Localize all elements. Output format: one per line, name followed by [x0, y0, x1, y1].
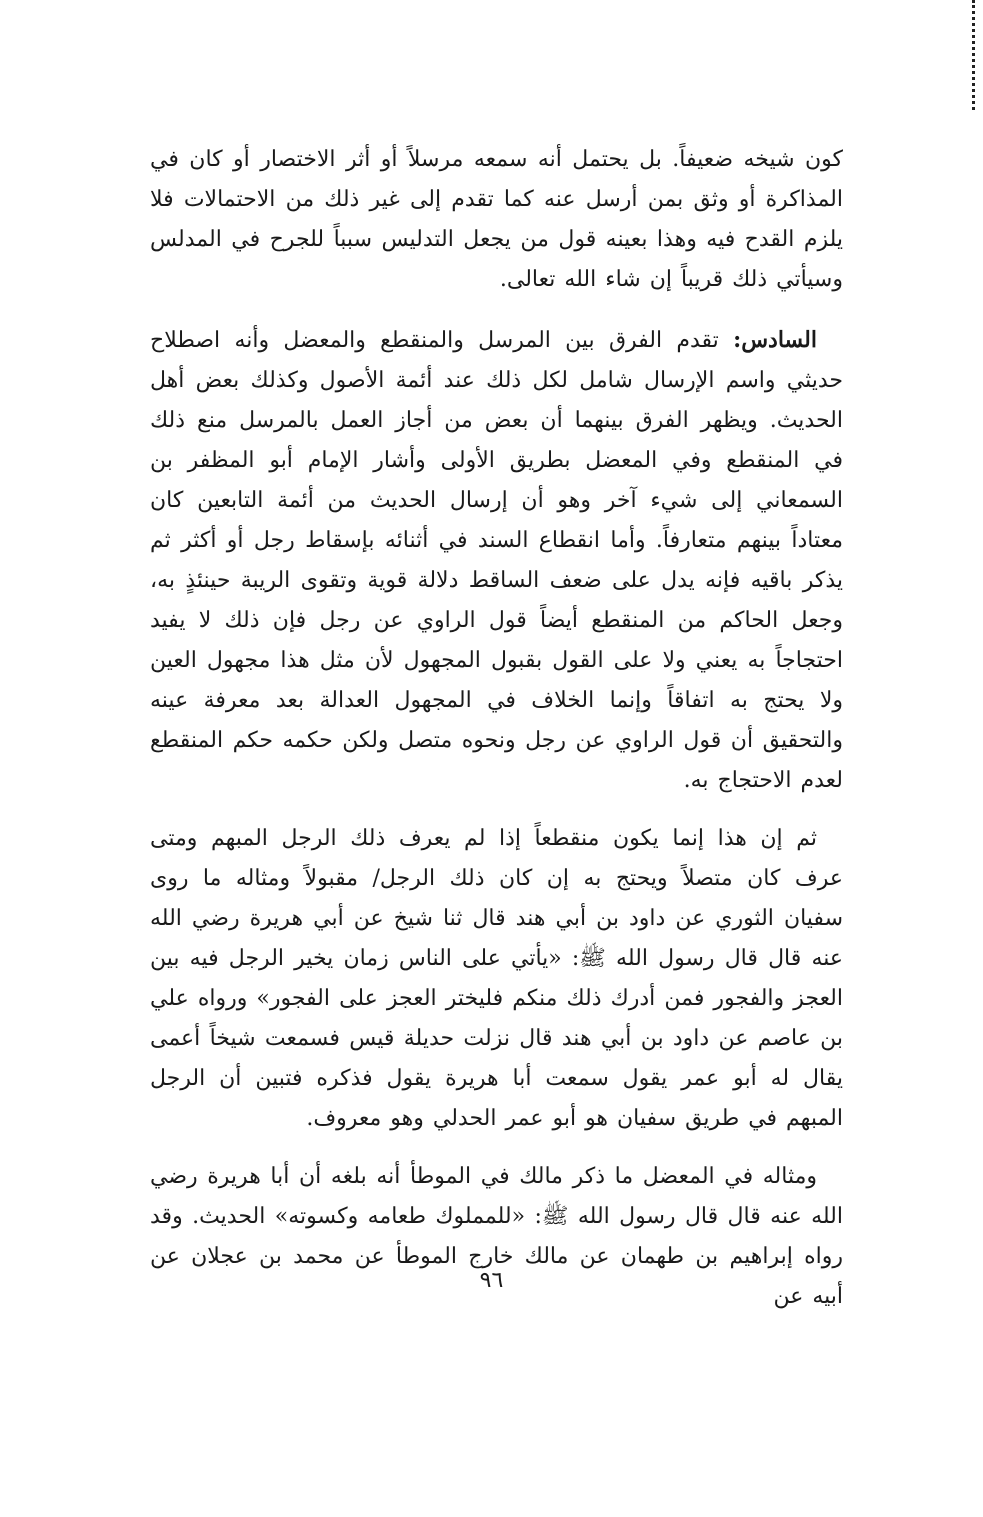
paragraph-3-text: ثم إن هذا إنما يكون منقطعاً إذا لم يعرف ذلك الرجل المبهم ومتى عرف كان متصلاً ويحتج به إن كان ذلك الرجل/ مقبولاً ومثاله ما روى سفيان الثوري عن داود بن أبي هند قال ثنا شيخ عن أبي هريرة رضي الله عنه قال قال رسول الله ﷺ: «يأتي على الناس زمان يخير الرجل فيه بين العجز والفجور فمن أدرك ذلك منكم فليختر العجز على الفجور» ورواه علي بن عاصم عن داود بن أبي هند قال نزلت حديلة قيس فسمعت شيخاً أعمى يقال له أبو عمر يقول سمعت أبا هريرة يقول فذكره فتبين أن الرجل المبهم في طريق سفيان هو أبو عمر الحدلي وهو معروف. — [150, 826, 843, 1131]
paragraph-4 — [150, 1157, 843, 1317]
paragraph-4-text: ومثاله في المعضل ما ذكر مالك في الموطأ أنه بلغه أن أبا هريرة رضي الله عنه قال قال رسول الله ﷺ: «للمملوك طعامه وكسوته» الحديث. وقد رواه إبراهيم بن طهمان عن مالك خارج الموطأ عن محمد بن عجلان عن أبيه عن — [150, 1164, 843, 1309]
paragraph-3 — [150, 819, 843, 1139]
page-number: ٩٦ — [479, 1268, 504, 1293]
paragraph-1 — [150, 140, 843, 300]
paragraph-2-lead: السادس: — [733, 327, 817, 353]
body-text — [150, 140, 843, 1317]
paragraph-2 — [150, 320, 843, 801]
scan-edge-mark — [958, 0, 975, 110]
paragraph-2-text: تقدم الفرق بين المرسل والمنقطع والمعضل وأنه اصطلاح حديثي واسم الإرسال شامل لكل ذلك عند أئمة الأصول وكذلك بعض أهل الحديث. ويظهر الفرق بينهما أن بعض من أجاز العمل بالمرسل منع ذلك في المنقطع وفي المعضل بطريق الأولى وأشار الإمام أبو المظفر بن السمعاني إلى شيء آخر وهو أن إرسال الحديث من أئمة التابعين كان معتاداً بينهم متعارفاً. وأما انقطاع السند في أثنائه بإسقاط رجل أو أكثر ثم يذكر باقيه فإنه يدل على ضعف الساقط دلالة قوية وتقوى الريبة حينئذٍ به، وجعل الحاكم من المنقطع أيضاً قول الراوي عن رجل فإن ذلك لا يفيد احتجاجاً به يعني ولا على القول بقبول المجهول لأن مثل هذا مجهول العين ولا يحتج به اتفاقاً وإنما الخلاف في المجهول العدالة بعد معرفة عينه والتحقيق أن قول الراوي عن رجل ونحوه متصل ولكن حكمه حكم المنقطع لعدم الاحتجاج به. — [150, 328, 843, 793]
paragraph-1-text: كون شيخه ضعيفاً. بل يحتمل أنه سمعه مرسلاً أو أثر الاختصار أو كان في المذاكرة أو وثق بمن أرسل عنه كما تقدم إلى غير ذلك من الاحتمالات فلا يلزم القدح فيه وهذا بعينه قول من يجعل التدليس سبباً للجرح في المدلس وسيأتي ذلك قريباً إن شاء الله تعالى. — [150, 147, 843, 292]
